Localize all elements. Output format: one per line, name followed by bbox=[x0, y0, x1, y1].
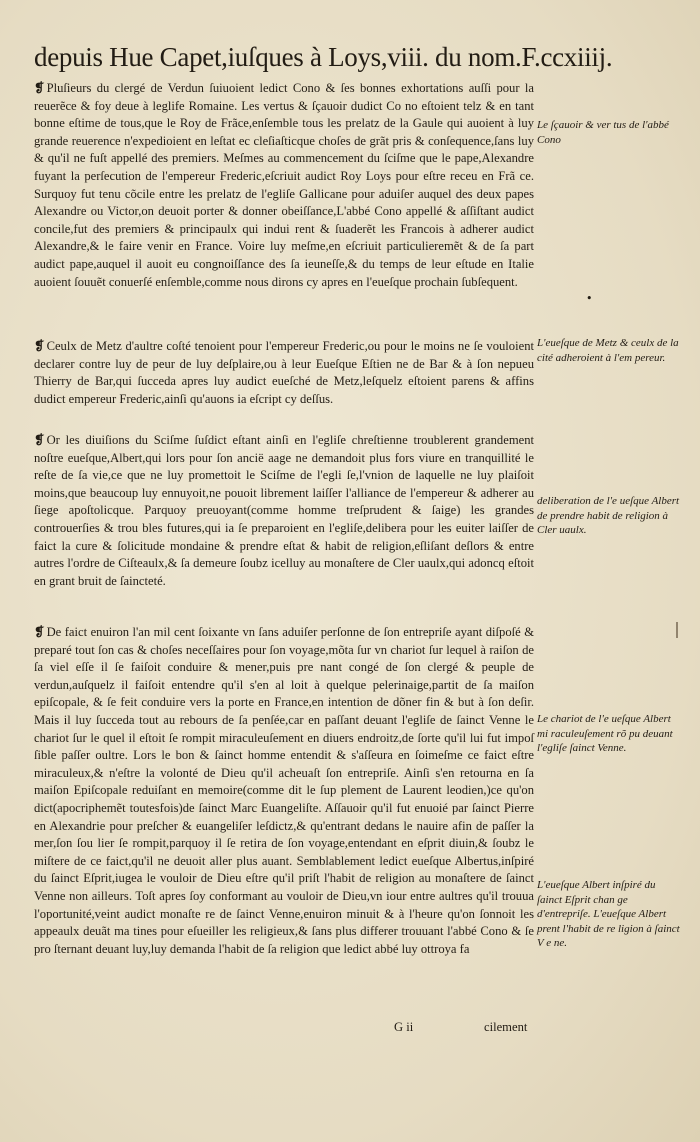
catchword: cilement bbox=[484, 1020, 528, 1034]
page-edge-mark bbox=[676, 622, 678, 638]
sidenote-cono: Le ſçauoir & ver tus de l'abbé Cono bbox=[537, 119, 669, 146]
sidenote-chariot: Le chariot de l'e ueſque Albert mi raculeuſement rõ pu deuant l'egliſe ſainct Venne. bbox=[537, 713, 673, 754]
sidenote-metz: L'eueſque de Metz & ceulx de la cité adheroient à l'em pereur. bbox=[537, 337, 679, 364]
pilcrow-mark: ❡ bbox=[34, 81, 45, 95]
pilcrow-mark: ❡ bbox=[34, 625, 45, 639]
paragraph-schism bbox=[34, 432, 534, 590]
paragraph-text: Or les diuiſions du Sciſme ſuſdict eſtant ainſi en l'egliſe chreſtienne troublerent grandement noſtre eueſque,Albert,qui lors pour ſon ancië aage ne demandoit plus fors viure en tranquillité le reſte de ſa vie,ce que ne luy promettoit le Sciſme de l'egli ſe,l'vnion de laquelle ne luy plaiſoit moins,que beaucoup luy ennuyoit,ne pouoit librement laiſſer l'alliance de l'empereur & adherer au ſiege apoſtolicque. Parquoy preuoyant(comme homme treſprudent & ſaige) les grandes controuerſies & trou bles futures,qui ia ſe preparoient en l'egliſe,delibera pour les euiter laiſſer de faict la cure & ſolicitude mondaine & prendre eſtat & habit de religion,eſliſant deſlors & entre autres l'ordre de Ciſteaulx,& ſa demeure ſoubz icelluy au monaſtere de Cler uaulx,qui adoncq eſtoit en grant bruit de ſaincteté. bbox=[34, 433, 534, 588]
paragraph-cono-virtues bbox=[34, 80, 534, 291]
pilcrow-mark: ❡ bbox=[34, 339, 45, 353]
sidenote-deliberation: deliberation de l'e ueſque Albert de prendre habit de religion à Cler uaulx. bbox=[537, 495, 680, 536]
running-title: depuis Hue Capet,iuſques à Loys,viii. du nom.F.ccxiiij. bbox=[34, 42, 613, 72]
paragraph-metz bbox=[34, 338, 534, 408]
page-footer bbox=[34, 1020, 534, 1040]
paragraph-text: Pluſieurs du clergé de Verdun ſuiuoient ledict Cono & ſes bonnes exhortations auſſi pour la reuerẽce & foy deue à leglife Romaine. Les vertus & ſçauoir dudict Co no eſtoient telz & en tant bonne eſtime de tous,que le Roy de Frãce,enſemble tous les prelatz de la Gaule qui auoient à luy grande reuerence n'expedioient en leſtat ec cleſiaſticque choſes de grãt pris & conſequence,ſans luy & qu'il ne fuſt appellé des premiers. Meſmes au commencement du ſciſme que le pape,Alexandre fuyant la perſecution de l'empereur Frederic,eſcriuit audict Roy Loys pour eſtre receu en Frã ce. Surquoy fut tenu cõcile entre les prelatz de l'egliſe Gallicane pour aduiſer auquel des deux papes Alexandre ou Victor,on deuoit porter & donner obeiſſance,L'abbé Cono appellé & aſſiſtant audict concile,fut des premiers & principaulx qui indui rent & ſuaderẽt les Francois à adherer audict Alexandre,& le faire venir en France. Voire luy meſme,en eſcriuit particulieremẽt & de ſa part audict pape,auquel il auoit eu congnoiſſance des ſa ieuneſſe,& du temps de leur eſtude en Italie auoient ſouuẽt conuerſé enſemble,comme nous dirons cy apres en l'eueſque prochain ſubſequent. bbox=[34, 81, 534, 289]
margin-dot: • bbox=[586, 292, 593, 305]
paragraph-text: Ceulx de Metz d'aultre coſté tenoient pour l'empereur Frederic,ou pour le moins ne ſe vouloient declarer contre luy de peur de luy deſplaire,ou à leur Eueſque Eſtien ne de Bar & à ſon nepueu Thierry de Bar,qui ſucceda apres luy audict eueſché de Metz,leſquelz eſtoient parens & affins dudict empereur Frederic,ainſi qu'auons ia eſcript cy deſſus. bbox=[34, 339, 534, 406]
signature-mark: G ii bbox=[394, 1020, 414, 1034]
margin-notes bbox=[537, 0, 687, 1142]
paragraph-chariot bbox=[34, 624, 534, 958]
paragraph-text: De faict enuiron l'an mil cent ſoixante vn ſans aduiſer perſonne de ſon entrepriſe ayant diſpoſé & preparé tout ſon cas & choſes neceſſaires pour ſon voyage,mõta ſur vn chariot ſur lequel à raiſon de ſa viel eſſe il ſe faiſoit conduire & mener,puis pre nant congé de ſon clergé & peuple de verdun,auſquelz il faiſoit entendre qu'il s'en al loit à quelque pelerinaige,partit de ſa maiſon epiſcopale, & ſe feit conduire vers la porte en France,en intention de dõner fin & but à ſon deſir. Mais il luy ſucceda tout au rebours de ſa penſée,car en paſſant deuant l'egliſe de ſainct Venne le chariot ſur le quel il eſtoit ſe rompit miraculeuſement en diuers endroitz,de ſorte qu'il lui fut impoſ ſible paſſer oultre. Lors le bon & ſainct homme entendit & s'aſſeura en ſoimeſme ce faict eſtre miraculeux,& n'eſtre la volonté de Dieu qu'il acheuaſt ſon entrepriſe. Ainſi s'en retourna en ſa maiſon Epiſcopale reduiſant en memoire(comme dit le ſup plement de Laurent leodien,)ce qu'on dict(apocriphemẽt toutesfois)de ſainct Marc Euangeliſte. Aſſauoir qu'il fut enuoié par ſainct Pierre en Alexandrie pour preſcher & euangeliſer leſdictz,& qu'entrant dedans le nauire afin de paſſer la mer,ſon ſou lier ſe rompit,parquoy il ſe retira de ſon voyage,entendant en eſprit diuin,& ſoubz le miſtere de ce faict,qu'il ne deuoit aller plus auant. Semblablement ledict eueſque Albertus,inſpiré du ſainct Eſprit,iugea le vouloir de Dieu eſtre qu'il priſt l'habit de religion au monaſtere de ſainct Venne non ailleurs. Toſt apres ſoy conformant au vouloir de Dieu,vn iour entre aultres qu'il trouua l'oportunité,veint audict monaſte re de ſainct Venne,enuiron minuit & à l'heure qu'on ſonnoit les appeaulx deuãt ma tines pour eſueiller les religieux,& ſans plus differer trouuant l'abbé Cono & ſe pro ſternant deuant luy,luy demanda l'habit de ſa religion que ledict abbé luy ottroya fa bbox=[34, 625, 534, 956]
sidenote-inspired: L'eueſque Albert inſpiré du ſainct Eſprit chan ge d'entrepriſe. L'eueſque Albert prent l'habit de re ligion à ſainct V e ne. bbox=[537, 879, 680, 949]
pilcrow-mark: ❡ bbox=[34, 433, 45, 447]
